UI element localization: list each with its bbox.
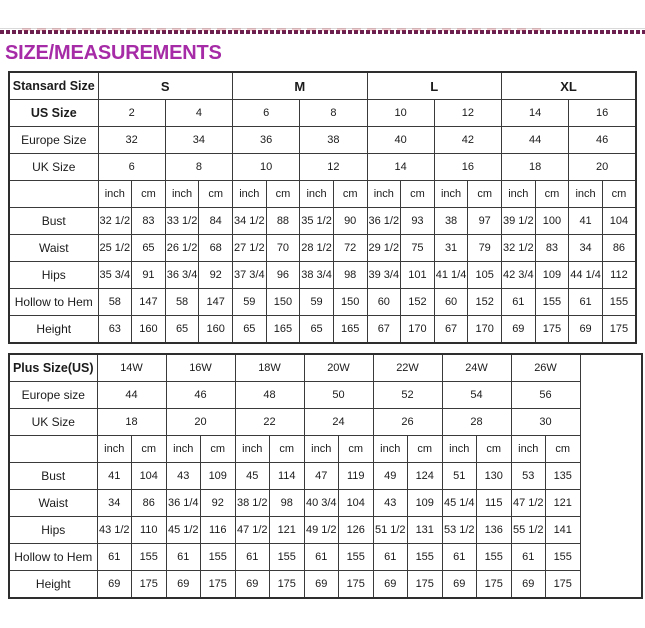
value-cell: 119 xyxy=(339,463,374,490)
value-cell: 98 xyxy=(333,262,367,289)
value-cell: 126 xyxy=(339,517,374,544)
value-cell: 69 xyxy=(235,571,270,599)
value-cell: 150 xyxy=(266,289,300,316)
value-cell: 58 xyxy=(98,289,132,316)
size-header-cell: XL xyxy=(502,72,637,100)
value-cell: 58 xyxy=(165,289,199,316)
unit-header-cell: inch xyxy=(235,436,270,463)
value-cell: 61 xyxy=(235,544,270,571)
row-label-cell: UK Size xyxy=(9,154,98,181)
value-cell: 36 xyxy=(233,127,300,154)
value-cell: 26 xyxy=(373,409,442,436)
value-cell: 170 xyxy=(401,316,435,344)
unit-header-cell: cm xyxy=(602,181,636,208)
row-label-cell: Height xyxy=(9,571,97,599)
value-cell: 41 1/4 xyxy=(434,262,468,289)
value-cell: 35 3/4 xyxy=(98,262,132,289)
value-cell: 175 xyxy=(201,571,236,599)
unit-header-cell: inch xyxy=(165,181,199,208)
value-cell: 28 xyxy=(442,409,511,436)
value-cell: 61 xyxy=(373,544,408,571)
value-cell: 92 xyxy=(201,490,236,517)
empty-trailing-cell xyxy=(580,354,642,598)
row-label-cell: UK Size xyxy=(9,409,97,436)
value-cell: 116 xyxy=(201,517,236,544)
size-header-cell: 24W xyxy=(442,354,511,382)
value-cell: 83 xyxy=(132,208,166,235)
value-cell: 69 xyxy=(569,316,603,344)
row-label-cell: Waist xyxy=(9,235,98,262)
value-cell: 72 xyxy=(333,235,367,262)
value-cell: 14 xyxy=(502,100,569,127)
size-header-cell: 16W xyxy=(166,354,235,382)
value-cell: 31 xyxy=(434,235,468,262)
value-cell: 32 1/2 xyxy=(98,208,132,235)
value-cell: 47 xyxy=(304,463,339,490)
unit-header-cell: inch xyxy=(367,181,401,208)
unit-header-cell: inch xyxy=(304,436,339,463)
size-header-cell: S xyxy=(98,72,233,100)
value-cell: 40 3/4 xyxy=(304,490,339,517)
value-cell: 49 1/2 xyxy=(304,517,339,544)
unit-header-cell: cm xyxy=(408,436,443,463)
value-cell: 45 xyxy=(235,463,270,490)
value-cell: 175 xyxy=(546,571,581,599)
value-cell: 32 xyxy=(98,127,165,154)
value-cell: 38 xyxy=(434,208,468,235)
value-cell: 86 xyxy=(602,235,636,262)
value-cell: 160 xyxy=(199,316,233,344)
value-cell: 12 xyxy=(434,100,501,127)
value-cell: 6 xyxy=(233,100,300,127)
value-cell: 101 xyxy=(401,262,435,289)
value-cell: 45 1/4 xyxy=(442,490,477,517)
value-cell: 69 xyxy=(511,571,546,599)
value-cell: 18 xyxy=(97,409,166,436)
value-cell: 121 xyxy=(270,517,305,544)
value-cell: 131 xyxy=(408,517,443,544)
value-cell: 155 xyxy=(546,544,581,571)
value-cell: 54 xyxy=(442,382,511,409)
value-cell: 70 xyxy=(266,235,300,262)
value-cell: 56 xyxy=(511,382,580,409)
value-cell: 20 xyxy=(569,154,636,181)
value-cell: 96 xyxy=(266,262,300,289)
value-cell: 44 xyxy=(97,382,166,409)
value-cell: 67 xyxy=(434,316,468,344)
unit-header-cell: inch xyxy=(502,181,536,208)
value-cell: 52 xyxy=(373,382,442,409)
value-cell: 55 1/2 xyxy=(511,517,546,544)
row-label-cell: Waist xyxy=(9,490,97,517)
value-cell: 53 1/2 xyxy=(442,517,477,544)
value-cell: 98 xyxy=(270,490,305,517)
value-cell: 69 xyxy=(97,571,132,599)
value-cell: 27 1/2 xyxy=(233,235,267,262)
row-label-cell: Hollow to Hem xyxy=(9,544,97,571)
value-cell: 41 xyxy=(97,463,132,490)
unit-header-cell: cm xyxy=(199,181,233,208)
unit-header-cell: cm xyxy=(535,181,569,208)
value-cell: 121 xyxy=(546,490,581,517)
size-group-label: Stansard Size xyxy=(9,72,98,100)
value-cell: 155 xyxy=(477,544,512,571)
value-cell: 155 xyxy=(408,544,443,571)
size-group-label: Plus Size(US) xyxy=(9,354,97,382)
unit-header-cell: inch xyxy=(97,436,132,463)
value-cell: 86 xyxy=(132,490,167,517)
value-cell: 8 xyxy=(300,100,367,127)
value-cell: 175 xyxy=(270,571,305,599)
value-cell: 10 xyxy=(233,154,300,181)
row-label-cell: Bust xyxy=(9,463,97,490)
value-cell: 14 xyxy=(367,154,434,181)
value-cell: 165 xyxy=(266,316,300,344)
value-cell: 68 xyxy=(199,235,233,262)
value-cell: 6 xyxy=(98,154,165,181)
plus-size-table xyxy=(8,353,643,599)
value-cell: 155 xyxy=(339,544,374,571)
value-cell: 39 1/2 xyxy=(502,208,536,235)
value-cell: 84 xyxy=(199,208,233,235)
value-cell: 32 1/2 xyxy=(502,235,536,262)
value-cell: 60 xyxy=(367,289,401,316)
value-cell: 43 xyxy=(166,463,201,490)
value-cell: 45 1/2 xyxy=(166,517,201,544)
value-cell: 141 xyxy=(546,517,581,544)
value-cell: 69 xyxy=(373,571,408,599)
value-cell: 175 xyxy=(339,571,374,599)
value-cell: 42 3/4 xyxy=(502,262,536,289)
value-cell: 36 1/4 xyxy=(166,490,201,517)
value-cell: 92 xyxy=(199,262,233,289)
value-cell: 38 1/2 xyxy=(235,490,270,517)
value-cell: 147 xyxy=(199,289,233,316)
unit-header-cell: inch xyxy=(233,181,267,208)
value-cell: 43 xyxy=(373,490,408,517)
value-cell: 110 xyxy=(132,517,167,544)
value-cell: 97 xyxy=(468,208,502,235)
value-cell: 83 xyxy=(535,235,569,262)
unit-header-cell: cm xyxy=(401,181,435,208)
value-cell: 30 xyxy=(511,409,580,436)
size-header-cell: 20W xyxy=(304,354,373,382)
value-cell: 22 xyxy=(235,409,304,436)
value-cell: 39 3/4 xyxy=(367,262,401,289)
row-label-cell: US Size xyxy=(9,100,98,127)
value-cell: 43 1/2 xyxy=(97,517,132,544)
value-cell: 152 xyxy=(468,289,502,316)
value-cell: 34 1/2 xyxy=(233,208,267,235)
value-cell: 40 xyxy=(367,127,434,154)
row-label-cell: Europe Size xyxy=(9,127,98,154)
value-cell: 65 xyxy=(300,316,334,344)
value-cell: 175 xyxy=(477,571,512,599)
value-cell: 28 1/2 xyxy=(300,235,334,262)
value-cell: 155 xyxy=(602,289,636,316)
cropped-top-text-strip xyxy=(22,28,542,31)
value-cell: 61 xyxy=(569,289,603,316)
unit-header-cell: inch xyxy=(511,436,546,463)
value-cell: 124 xyxy=(408,463,443,490)
unit-header-cell: cm xyxy=(546,436,581,463)
value-cell: 51 xyxy=(442,463,477,490)
value-cell: 47 1/2 xyxy=(511,490,546,517)
value-cell: 61 xyxy=(502,289,536,316)
value-cell: 10 xyxy=(367,100,434,127)
value-cell: 42 xyxy=(434,127,501,154)
unit-header-cell: inch xyxy=(166,436,201,463)
unit-header-cell: cm xyxy=(468,181,502,208)
value-cell: 49 xyxy=(373,463,408,490)
value-cell: 109 xyxy=(408,490,443,517)
value-cell: 69 xyxy=(442,571,477,599)
value-cell: 170 xyxy=(468,316,502,344)
value-cell: 155 xyxy=(270,544,305,571)
empty-label-cell xyxy=(9,181,98,208)
value-cell: 150 xyxy=(333,289,367,316)
value-cell: 18 xyxy=(502,154,569,181)
value-cell: 67 xyxy=(367,316,401,344)
size-header-cell: 22W xyxy=(373,354,442,382)
value-cell: 100 xyxy=(535,208,569,235)
value-cell: 155 xyxy=(132,544,167,571)
value-cell: 34 xyxy=(97,490,132,517)
value-cell: 29 1/2 xyxy=(367,235,401,262)
row-label-cell: Bust xyxy=(9,208,98,235)
value-cell: 59 xyxy=(300,289,334,316)
value-cell: 65 xyxy=(233,316,267,344)
value-cell: 61 xyxy=(304,544,339,571)
unit-header-cell: inch xyxy=(434,181,468,208)
value-cell: 53 xyxy=(511,463,546,490)
value-cell: 93 xyxy=(401,208,435,235)
value-cell: 59 xyxy=(233,289,267,316)
value-cell: 175 xyxy=(535,316,569,344)
value-cell: 2 xyxy=(98,100,165,127)
size-header-cell: L xyxy=(367,72,502,100)
size-header-cell: 14W xyxy=(97,354,166,382)
value-cell: 104 xyxy=(602,208,636,235)
size-header-cell: 26W xyxy=(511,354,580,382)
unit-header-cell: inch xyxy=(300,181,334,208)
value-cell: 63 xyxy=(98,316,132,344)
value-cell: 38 3/4 xyxy=(300,262,334,289)
value-cell: 25 1/2 xyxy=(98,235,132,262)
value-cell: 115 xyxy=(477,490,512,517)
value-cell: 136 xyxy=(477,517,512,544)
value-cell: 60 xyxy=(434,289,468,316)
value-cell: 65 xyxy=(132,235,166,262)
unit-header-cell: cm xyxy=(333,181,367,208)
value-cell: 41 xyxy=(569,208,603,235)
unit-header-cell: cm xyxy=(132,436,167,463)
value-cell: 155 xyxy=(201,544,236,571)
unit-header-cell: cm xyxy=(201,436,236,463)
value-cell: 61 xyxy=(511,544,546,571)
row-label-cell: Hips xyxy=(9,262,98,289)
unit-header-cell: cm xyxy=(266,181,300,208)
value-cell: 38 xyxy=(300,127,367,154)
value-cell: 34 xyxy=(165,127,232,154)
row-label-cell: Hips xyxy=(9,517,97,544)
value-cell: 69 xyxy=(502,316,536,344)
value-cell: 48 xyxy=(235,382,304,409)
value-cell: 36 3/4 xyxy=(165,262,199,289)
value-cell: 37 3/4 xyxy=(233,262,267,289)
value-cell: 160 xyxy=(132,316,166,344)
size-header-cell: M xyxy=(233,72,368,100)
value-cell: 105 xyxy=(468,262,502,289)
value-cell: 12 xyxy=(300,154,367,181)
unit-header-cell: inch xyxy=(442,436,477,463)
unit-header-cell: cm xyxy=(339,436,374,463)
unit-header-cell: cm xyxy=(132,181,166,208)
value-cell: 51 1/2 xyxy=(373,517,408,544)
value-cell: 36 1/2 xyxy=(367,208,401,235)
value-cell: 20 xyxy=(166,409,235,436)
unit-header-cell: inch xyxy=(373,436,408,463)
unit-header-cell: cm xyxy=(270,436,305,463)
value-cell: 44 xyxy=(502,127,569,154)
empty-label-cell xyxy=(9,436,97,463)
value-cell: 61 xyxy=(97,544,132,571)
standard-size-table xyxy=(8,71,637,344)
value-cell: 79 xyxy=(468,235,502,262)
value-cell: 61 xyxy=(166,544,201,571)
value-cell: 88 xyxy=(266,208,300,235)
unit-header-cell: inch xyxy=(98,181,132,208)
page-title: SIZE/MEASUREMENTS xyxy=(5,42,222,64)
size-header-cell: 18W xyxy=(235,354,304,382)
value-cell: 175 xyxy=(408,571,443,599)
value-cell: 44 1/4 xyxy=(569,262,603,289)
value-cell: 165 xyxy=(333,316,367,344)
value-cell: 26 1/2 xyxy=(165,235,199,262)
value-cell: 130 xyxy=(477,463,512,490)
value-cell: 69 xyxy=(304,571,339,599)
value-cell: 114 xyxy=(270,463,305,490)
value-cell: 109 xyxy=(535,262,569,289)
unit-header-cell: cm xyxy=(477,436,512,463)
value-cell: 175 xyxy=(132,571,167,599)
value-cell: 61 xyxy=(442,544,477,571)
value-cell: 155 xyxy=(535,289,569,316)
row-label-cell: Height xyxy=(9,316,98,344)
value-cell: 75 xyxy=(401,235,435,262)
row-label-cell: Hollow to Hem xyxy=(9,289,98,316)
value-cell: 175 xyxy=(602,316,636,344)
value-cell: 16 xyxy=(434,154,501,181)
value-cell: 35 1/2 xyxy=(300,208,334,235)
row-label-cell: Europe size xyxy=(9,382,97,409)
value-cell: 147 xyxy=(132,289,166,316)
value-cell: 112 xyxy=(602,262,636,289)
value-cell: 4 xyxy=(165,100,232,127)
value-cell: 33 1/2 xyxy=(165,208,199,235)
value-cell: 109 xyxy=(201,463,236,490)
value-cell: 8 xyxy=(165,154,232,181)
value-cell: 65 xyxy=(165,316,199,344)
value-cell: 24 xyxy=(304,409,373,436)
value-cell: 104 xyxy=(339,490,374,517)
unit-header-cell: inch xyxy=(569,181,603,208)
value-cell: 152 xyxy=(401,289,435,316)
value-cell: 104 xyxy=(132,463,167,490)
value-cell: 46 xyxy=(569,127,636,154)
value-cell: 50 xyxy=(304,382,373,409)
value-cell: 135 xyxy=(546,463,581,490)
value-cell: 69 xyxy=(166,571,201,599)
value-cell: 34 xyxy=(569,235,603,262)
value-cell: 16 xyxy=(569,100,636,127)
value-cell: 47 1/2 xyxy=(235,517,270,544)
value-cell: 46 xyxy=(166,382,235,409)
value-cell: 91 xyxy=(132,262,166,289)
value-cell: 90 xyxy=(333,208,367,235)
